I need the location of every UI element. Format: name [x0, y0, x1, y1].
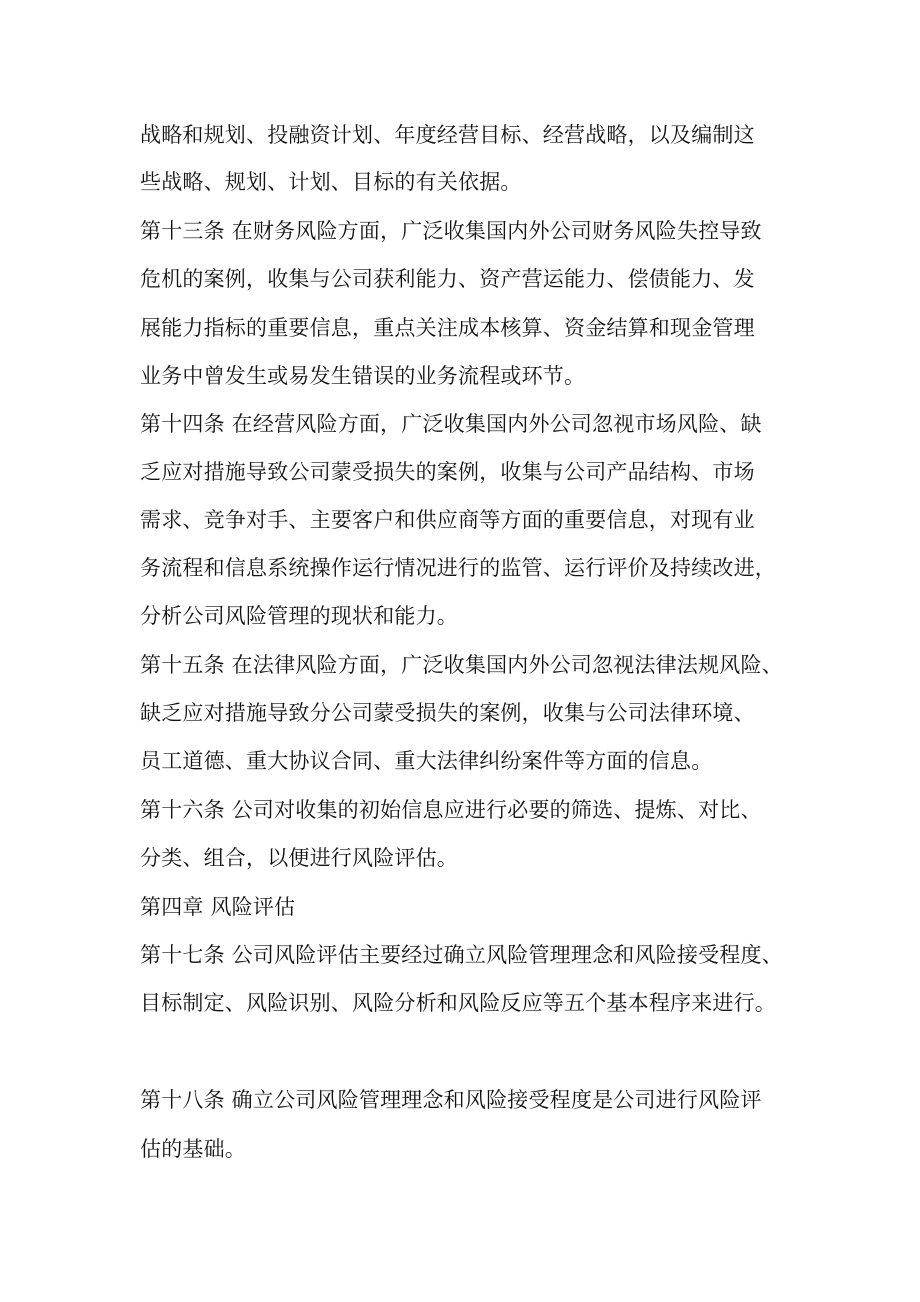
chapter-heading: 第四章 风险评估	[140, 895, 296, 919]
text-line: 缺乏应对措施导致分公司蒙受损失的案例，收集与公司法律环境、	[140, 701, 755, 725]
text-line: 战略和规划、投融资计划、年度经营目标、经营战略，以及编制这	[140, 123, 755, 147]
text-line: 业务中曾发生或易发生错误的业务流程或环节。	[140, 364, 586, 388]
article-18-line: 第十八条 确立公司风险管理理念和风险接受程度是公司进行风险评	[140, 1088, 762, 1112]
text-line: 员工道德、重大协议合同、重大法律纠纷案件等方面的信息。	[140, 749, 713, 773]
text-line: 务流程和信息系统操作运行情况进行的监管、运行评价及持续改进，	[140, 556, 776, 580]
article-15-line: 第十五条 在法律风险方面，广泛收集国内外公司忽视法律法规风险、	[140, 653, 783, 677]
article-14-line: 第十四条 在经营风险方面，广泛收集国内外公司忽视市场风险、缺	[140, 412, 762, 436]
text-line: 危机的案例，收集与公司获利能力、资产营运能力、偿债能力、发	[140, 267, 755, 291]
article-13-line: 第十三条 在财务风险方面，广泛收集国内外公司财务风险失控导致	[140, 219, 762, 243]
text-line: 乏应对措施导致公司蒙受损失的案例，收集与公司产品结构、市场	[140, 460, 755, 484]
text-line: 估的基础。	[140, 1137, 246, 1161]
text-line: 需求、竞争对手、主要客户和供应商等方面的重要信息，对现有业	[140, 508, 755, 532]
text-line: 目标制定、风险识别、风险分析和风险反应等五个基本程序来进行。	[140, 991, 776, 1015]
article-16-line: 第十六条 公司对收集的初始信息应进行必要的筛选、提炼、对比、	[140, 798, 762, 822]
text-line: 些战略、规划、计划、目标的有关依据。	[140, 170, 522, 194]
article-17-line: 第十七条 公司风险评估主要经过确立风险管理理念和风险接受程度、	[140, 943, 783, 967]
text-line: 分析公司风险管理的现状和能力。	[140, 604, 458, 628]
text-line: 分类、组合，以便进行风险评估。	[140, 846, 458, 870]
text-line: 展能力指标的重要信息，重点关注成本核算、资金结算和现金管理	[140, 316, 755, 340]
